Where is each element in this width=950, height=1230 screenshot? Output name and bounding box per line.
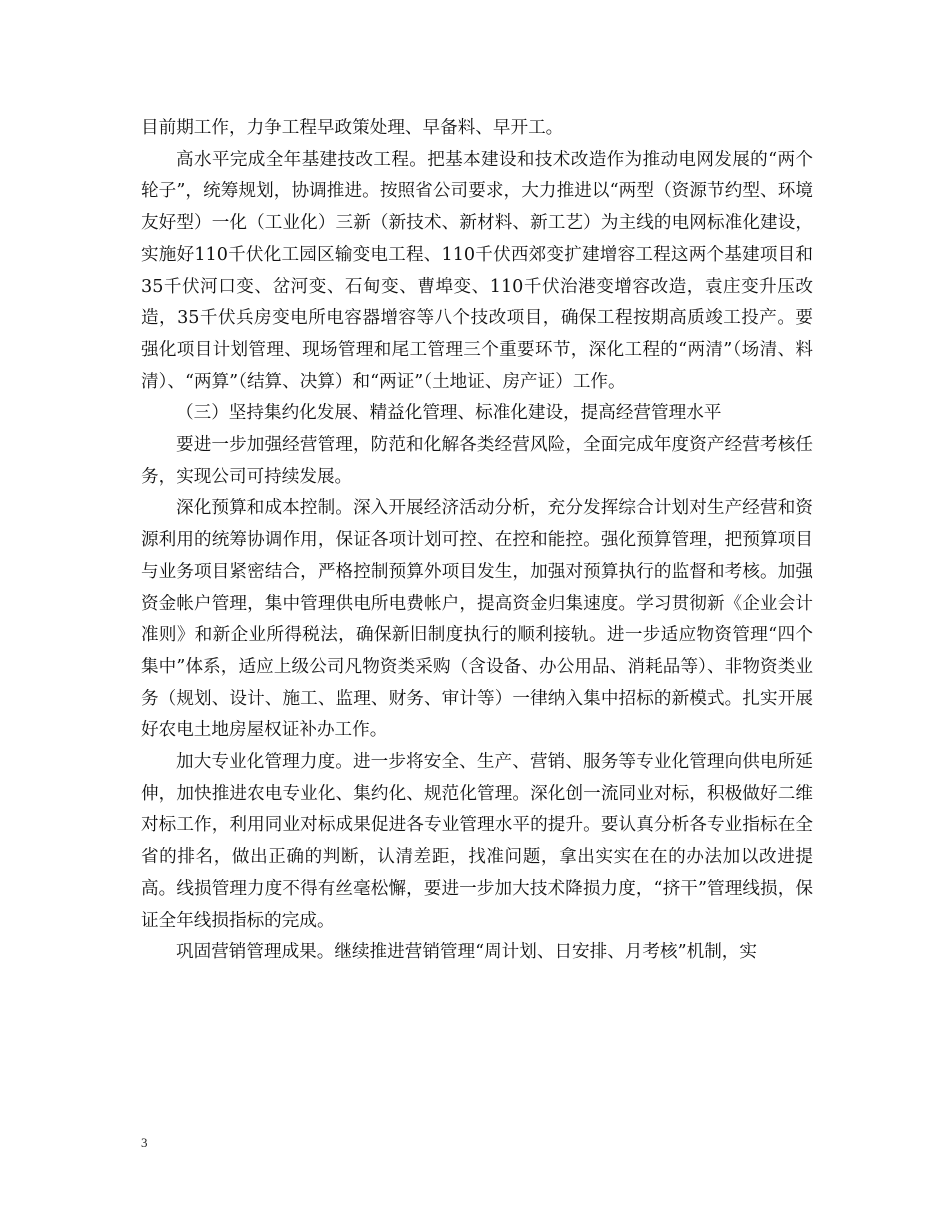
paragraph-infrastructure: 高水平完成全年基建技改工程。把基本建设和技术改造作为推动电网发展的“两个轮子”，统筹规划，协调推进。按照省公司要求，大力推进以“两型（资源节约型、环境友好型）一化（工业化）三新（新技术、新材料、新工艺）为主线的电网标准化建设，实施好110千伏化工园区输变电工程、110千伏西郊变扩建增容工程这两个基建项目和35千伏河口变、岔河变、石甸变、曹埠变、110千伏治港变增容改造，袁庄变升压改造，35千伏兵房变电所电容器增容等八个技改项目，确保工程按期高质竣工投产。要强化项目计划管理、现场管理和尾工管理三个重要环节，深化工程的“两清”（场清、料清）、“两算”（结算、决算）和“两证”（土地证、房产证）工作。	[141, 149, 813, 392]
document-body	[141, 113, 813, 969]
page-number: 3	[141, 1135, 148, 1150]
paragraph-budget-control: 深化预算和成本控制。深入开展经济活动分析，充分发挥综合计划对生产经营和资源利用的统筹协调作用，保证各项计划可控、在控和能控。强化预算管理，把预算项目与业务项目紧密结合，严格控制预算外项目发生，加强对预算执行的监督和考核。加强资金帐户管理，集中管理供电所电费帐户，提高资金归集速度。学习贯彻新《企业会计准则》和新企业所得税法，确保新旧制度执行的顺利接轨。进一步适应物资管理“四个集中”体系，适应上级公司凡物资类采购（含设备、办公用品、消耗品等）、非物资类业务（规划、设计、施工、监理、财务、审计等）一律纳入集中招标的新模式。扎实开展好农电土地房屋权证补办工作。	[141, 498, 813, 741]
section-heading-three: （三）坚持集约化发展、精益化管理、标准化建设，提高经营管理水平	[176, 403, 722, 424]
paragraph-operations-intro: 要进一步加强经营管理，防范和化解各类经营风险，全面完成年度资产经营考核任务，实现公司可持续发展。	[141, 435, 813, 487]
paragraph-marketing: 巩固营销管理成果。继续推进营销管理“周计划、日安排、月考核”机制，实	[176, 942, 757, 963]
paragraph-continuation: 目前期工作，力争工程早政策处理、早备料、早开工。	[141, 118, 564, 138]
paragraph-specialized-management: 加大专业化管理力度。进一步将安全、生产、营销、服务等专业化管理向供电所延伸，加快推进农电专业化、集约化、规范化管理。深化创一流同业对标，积极做好二维对标工作，利用同业对标成果促进各专业管理水平的提升。要认真分析各专业指标在全省的排名，做出正确的判断，认清差距，找准问题，拿出实实在在的办法加以改进提高。线损管理力度不得有丝毫松懈，要进一步加大技术降损力度，“挤干”管理线损，保证全年线损指标的完成。	[141, 752, 813, 931]
